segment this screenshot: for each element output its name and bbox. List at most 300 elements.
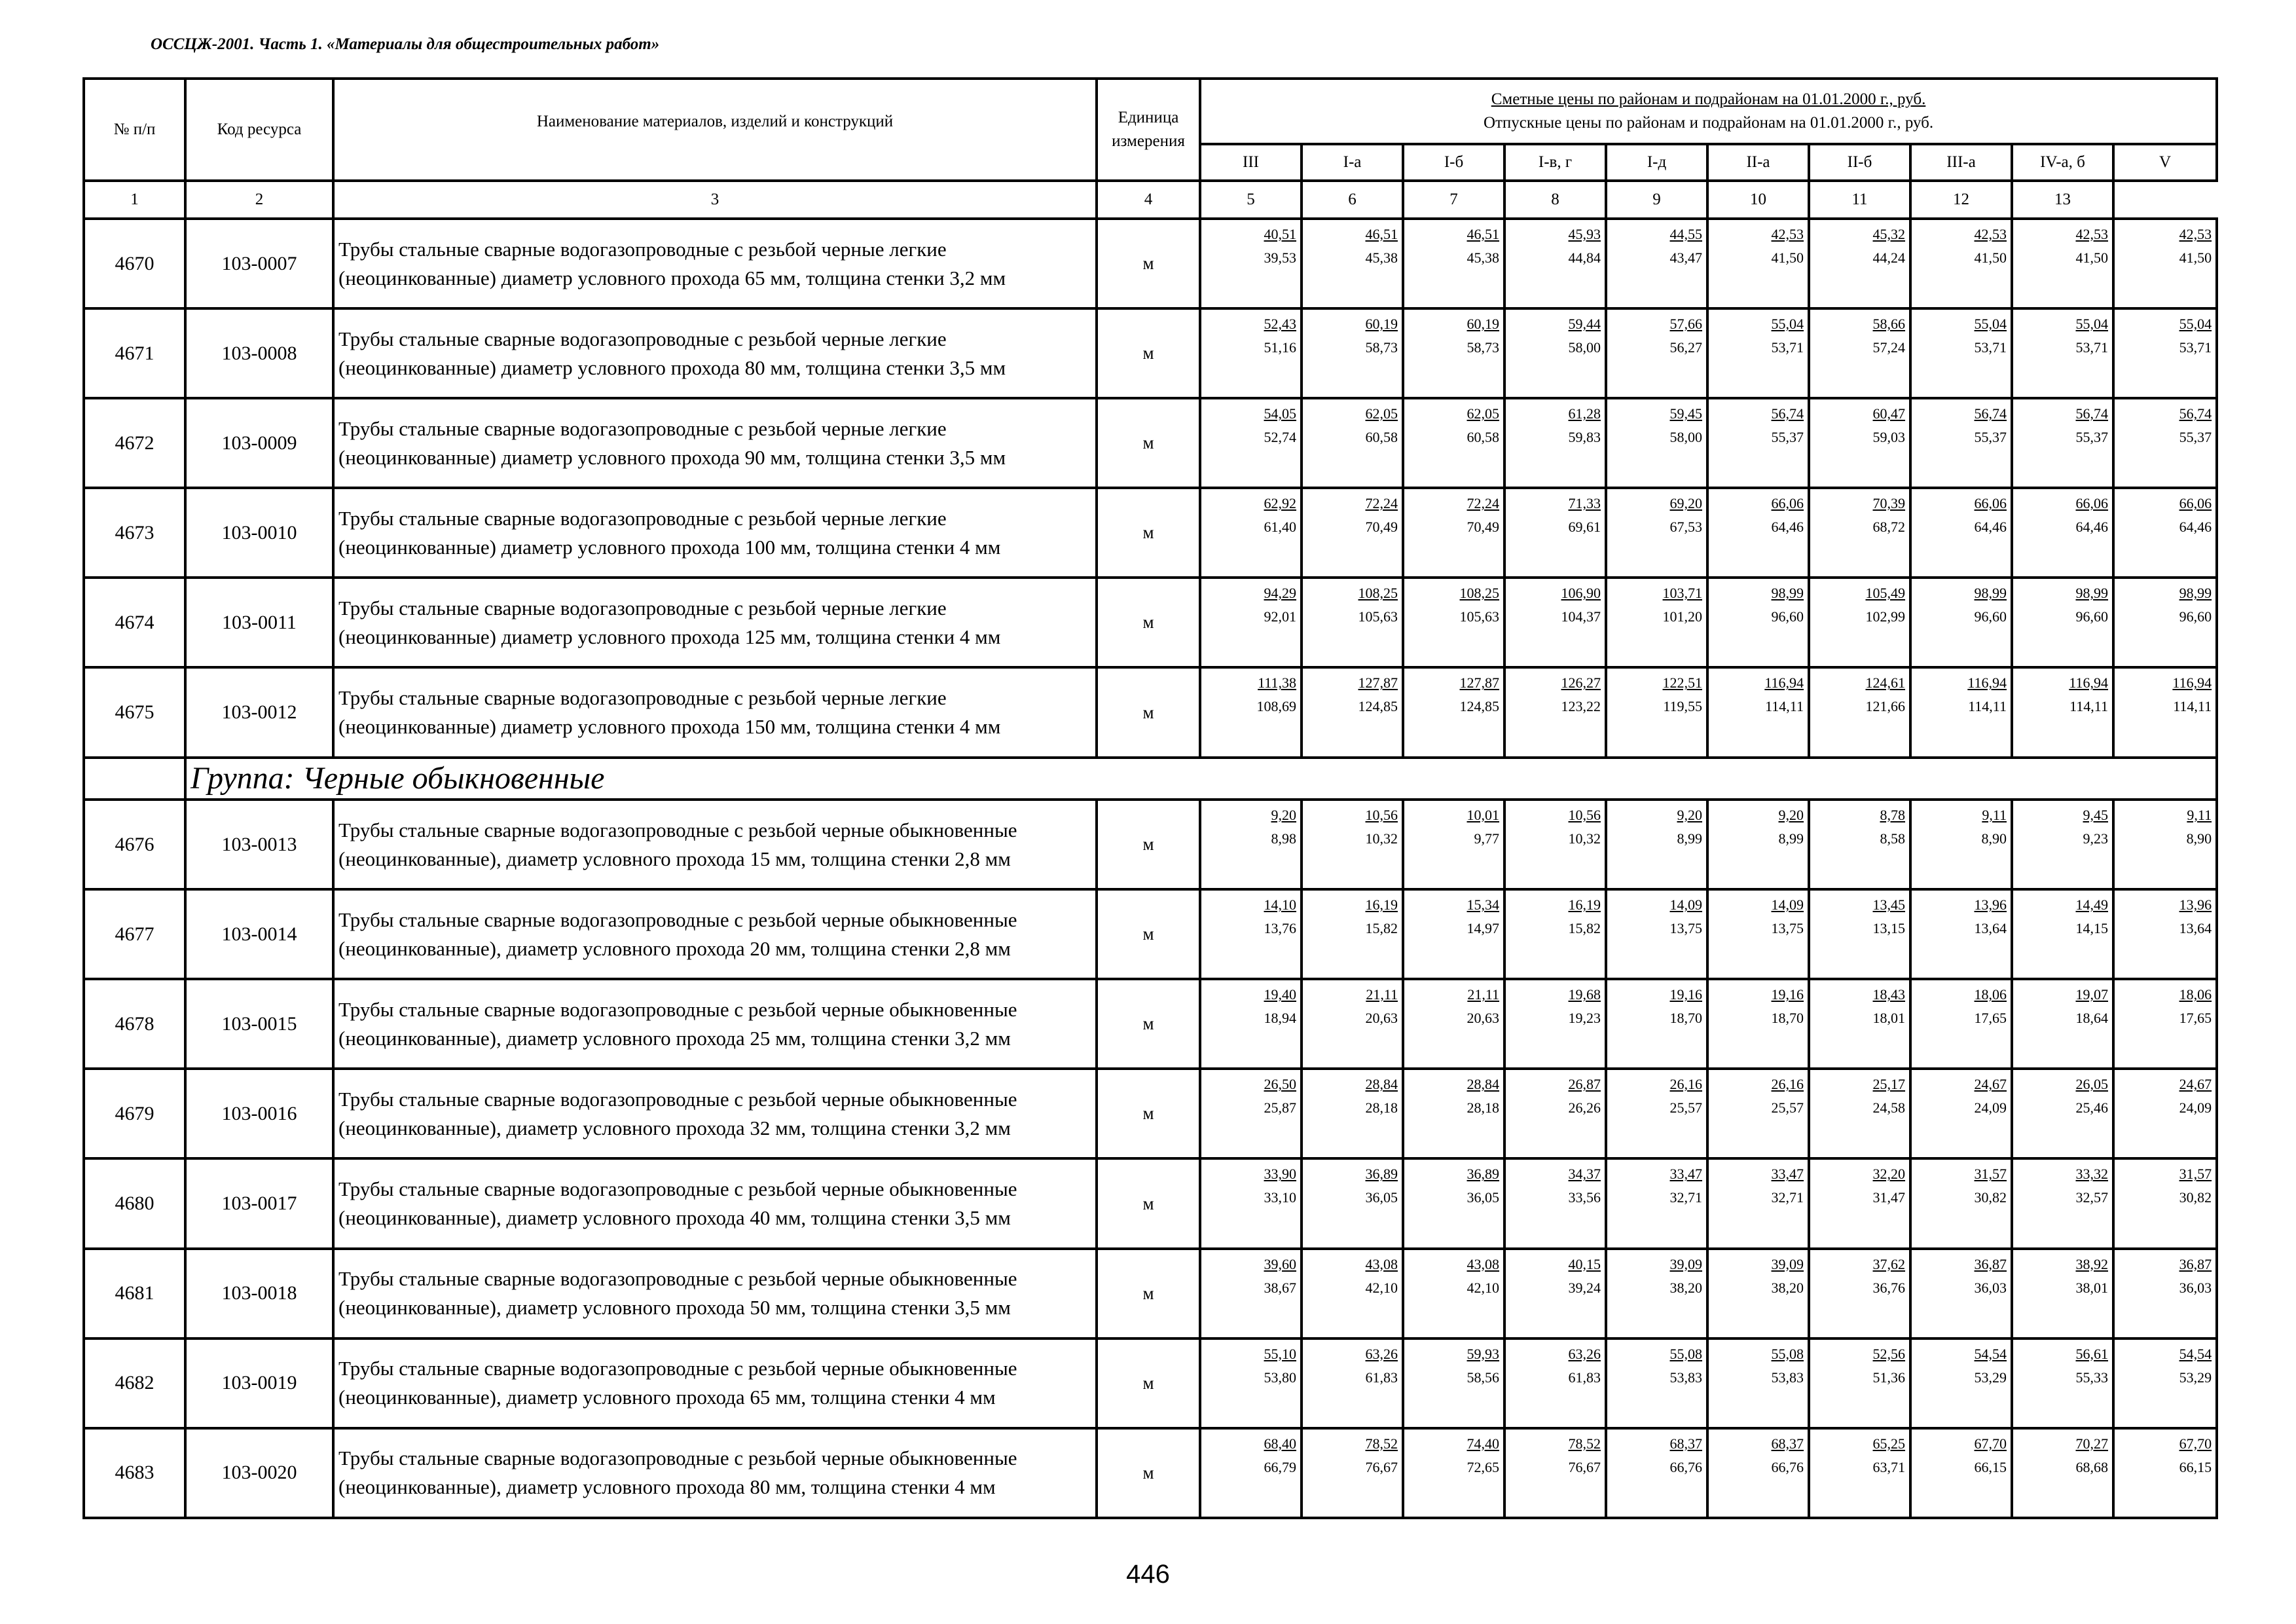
estimate-price: 71,33 [1568, 495, 1601, 512]
estimate-price: 26,16 [1669, 1076, 1702, 1093]
release-price: 66,76 [1771, 1458, 1804, 1475]
price-cell [1809, 308, 1910, 398]
region-header: III-а [1910, 144, 2012, 181]
price-cell [1302, 1249, 1403, 1338]
table-row [84, 1069, 2217, 1158]
table-row [84, 1338, 2217, 1428]
price-cell [2012, 889, 2113, 979]
price-cell [2012, 578, 2113, 667]
estimate-price: 56,74 [1974, 405, 2007, 422]
release-price: 28,18 [1365, 1099, 1398, 1116]
price-cell [1606, 800, 1707, 889]
release-price: 72,65 [1467, 1458, 1499, 1475]
estimate-price: 58,66 [1872, 316, 1905, 333]
estimate-price: 126,27 [1561, 674, 1601, 692]
estimate-price: 59,93 [1467, 1345, 1499, 1362]
estimate-price: 33,90 [1264, 1166, 1296, 1183]
price-cell [1809, 1249, 1910, 1338]
resource-code: 103-0009 [185, 398, 333, 488]
estimate-price: 60,47 [1872, 405, 1905, 422]
release-price: 56,27 [1669, 339, 1702, 356]
release-price: 18,01 [1872, 1010, 1905, 1027]
price-cell [1200, 308, 1302, 398]
price-cell [2012, 1338, 2113, 1428]
price-cell [1809, 1338, 1910, 1428]
release-price: 38,20 [1669, 1279, 1702, 1296]
release-price: 66,76 [1669, 1458, 1702, 1475]
estimate-price: 72,24 [1467, 495, 1499, 512]
table-row [84, 889, 2217, 979]
release-price: 8,98 [1271, 830, 1296, 847]
row-number: 4680 [84, 1158, 185, 1248]
estimate-price: 56,74 [2075, 405, 2108, 422]
column-number: 11 [1809, 181, 1910, 219]
resource-code: 103-0010 [185, 488, 333, 578]
price-cell [1403, 578, 1504, 667]
column-number: 13 [2012, 181, 2113, 219]
estimate-price: 9,11 [1982, 807, 2007, 824]
estimate-price: 46,51 [1365, 226, 1398, 242]
release-price: 25,46 [2075, 1099, 2108, 1116]
column-number: 5 [1200, 181, 1302, 219]
estimate-price: 36,89 [1467, 1166, 1499, 1183]
price-cell [1606, 488, 1707, 578]
row-number: 4678 [84, 979, 185, 1069]
material-name-line: Трубы стальные сварные водогазопроводные с резьбой черные обыкновенные [338, 1177, 1017, 1200]
estimate-price: 31,57 [1974, 1166, 2007, 1183]
price-cell [1403, 1338, 1504, 1428]
release-price: 8,99 [1677, 830, 1702, 847]
estimate-price: 28,84 [1467, 1076, 1499, 1093]
release-price: 124,85 [1459, 698, 1499, 715]
release-price: 102,99 [1865, 608, 1905, 625]
resource-code: 103-0018 [185, 1249, 333, 1338]
material-name-line: Трубы стальные сварные водогазопроводные с резьбой черные легкие [338, 506, 947, 530]
estimate-price: 116,94 [1764, 674, 1804, 692]
material-name-line: Трубы стальные сварные водогазопроводные с резьбой черные легкие [338, 686, 947, 710]
material-name [333, 1428, 1097, 1518]
table-body [84, 219, 2217, 1518]
table-row [84, 308, 2217, 398]
release-price: 32,57 [2075, 1189, 2108, 1206]
estimate-price: 42,53 [2179, 226, 2212, 242]
price-cell [1707, 308, 1809, 398]
estimate-price: 65,25 [1872, 1435, 1905, 1452]
resource-code: 103-0020 [185, 1428, 333, 1518]
release-price: 69,61 [1568, 519, 1601, 536]
column-number: 10 [1707, 181, 1809, 219]
estimate-price: 19,16 [1669, 986, 1702, 1003]
material-name-line: (неоцинкованные), диаметр условного прохода 65 мм, толщина стенки 4 мм [338, 1386, 996, 1409]
estimate-price: 116,94 [1967, 674, 2007, 692]
material-name-line: Трубы стальные сварные водогазопроводные с резьбой черные легкие [338, 327, 947, 350]
release-price: 114,11 [2173, 698, 2212, 715]
estimate-price: 14,49 [2075, 896, 2108, 913]
estimate-price: 66,06 [2075, 495, 2108, 512]
price-cell [1910, 1249, 2012, 1338]
price-cell [2012, 398, 2113, 488]
price-cell [1200, 578, 1302, 667]
price-cell [1403, 1069, 1504, 1158]
row-number: 4671 [84, 308, 185, 398]
estimate-price: 54,54 [1974, 1345, 2007, 1362]
estimate-price: 70,27 [2075, 1435, 2108, 1452]
estimate-price: 94,29 [1264, 585, 1296, 602]
row-number: 4674 [84, 578, 185, 667]
material-name [333, 219, 1097, 308]
release-price: 64,46 [2179, 519, 2212, 536]
release-price: 42,10 [1365, 1279, 1398, 1296]
release-price: 36,03 [1974, 1279, 2007, 1296]
resource-code: 103-0011 [185, 578, 333, 667]
release-price: 53,83 [1771, 1369, 1804, 1386]
estimate-price: 61,28 [1568, 405, 1601, 422]
price-cell [1910, 1158, 2012, 1248]
row-number: 4682 [84, 1338, 185, 1428]
estimate-price: 57,66 [1669, 316, 1702, 333]
release-price: 25,57 [1771, 1099, 1804, 1116]
price-cell [1809, 1428, 1910, 1518]
material-name-line: (неоцинкованные), диаметр условного прохода 15 мм, толщина стенки 2,8 мм [338, 847, 1011, 870]
material-name [333, 1158, 1097, 1248]
estimate-price: 33,47 [1669, 1166, 1702, 1183]
price-cell [1707, 488, 1809, 578]
price-cell [2113, 979, 2217, 1069]
price-cell [2113, 398, 2217, 488]
price-cell [2113, 1069, 2217, 1158]
price-cell [1302, 889, 1403, 979]
estimate-price: 127,87 [1459, 674, 1499, 692]
price-cell [1504, 1158, 1606, 1248]
release-price: 76,67 [1365, 1458, 1398, 1475]
estimate-price: 45,93 [1568, 226, 1601, 242]
estimate-price: 26,05 [2075, 1076, 2108, 1093]
estimate-price: 56,74 [1771, 405, 1804, 422]
header-num: № п/п [84, 79, 185, 181]
estimate-price: 62,92 [1264, 495, 1296, 512]
page-number: 446 [1126, 1560, 1170, 1589]
release-price: 45,38 [1467, 249, 1499, 266]
price-cell [1403, 800, 1504, 889]
estimate-price: 39,09 [1771, 1255, 1804, 1272]
estimate-price: 26,16 [1771, 1076, 1804, 1093]
material-name-line: Трубы стальные сварные водогазопроводные с резьбой черные обыкновенные [338, 1087, 1017, 1111]
price-cell [1606, 1249, 1707, 1338]
table-row [84, 219, 2217, 308]
estimate-price: 21,11 [1366, 986, 1398, 1003]
estimate-price: 45,32 [1872, 226, 1905, 242]
estimate-price: 59,44 [1568, 316, 1601, 333]
price-cell [2012, 1069, 2113, 1158]
estimate-price: 74,40 [1467, 1435, 1499, 1452]
price-cell [1809, 219, 1910, 308]
price-cell [2113, 488, 2217, 578]
release-price: 42,10 [1467, 1279, 1499, 1296]
release-price: 41,50 [1771, 249, 1804, 266]
price-cell [2113, 1249, 2217, 1338]
table-header [84, 79, 2217, 219]
estimate-price: 66,06 [2179, 495, 2212, 512]
price-cell [1707, 1069, 1809, 1158]
estimate-price: 9,20 [1778, 807, 1804, 824]
estimate-price: 36,89 [1365, 1166, 1398, 1183]
resource-code: 103-0016 [185, 1069, 333, 1158]
price-cell [1606, 308, 1707, 398]
header-prices [1200, 79, 2217, 144]
release-price: 53,71 [2075, 339, 2108, 356]
release-price: 8,90 [1981, 830, 2007, 847]
estimate-price: 19,07 [2075, 986, 2108, 1003]
table-row [84, 979, 2217, 1069]
release-price: 123,22 [1561, 698, 1601, 715]
estimate-price: 116,94 [2172, 674, 2212, 692]
estimate-price: 33,32 [2075, 1166, 2108, 1183]
price-cell [2012, 1158, 2113, 1248]
price-cell [1302, 398, 1403, 488]
release-price: 17,65 [1974, 1010, 2007, 1027]
estimate-price: 55,04 [2179, 316, 2212, 333]
release-price: 10,32 [1568, 830, 1601, 847]
material-name [333, 398, 1097, 488]
release-price: 30,82 [1974, 1189, 2007, 1206]
estimate-price: 13,96 [1974, 896, 2007, 913]
price-cell [1504, 488, 1606, 578]
estimate-price: 42,53 [1974, 226, 2007, 242]
estimate-price: 63,26 [1365, 1345, 1398, 1362]
estimate-price: 18,06 [2179, 986, 2212, 1003]
material-name [333, 889, 1097, 979]
estimate-price: 56,61 [2075, 1345, 2108, 1362]
material-name [333, 578, 1097, 667]
material-name [333, 488, 1097, 578]
release-price: 58,73 [1365, 339, 1398, 356]
estimate-price: 56,74 [2179, 405, 2212, 422]
unit-of-measure: м [1097, 219, 1200, 308]
price-cell [1200, 979, 1302, 1069]
release-price: 55,37 [1771, 429, 1804, 446]
header-prices-release: Отпускные цены по районам и подрайонам на 01.01.2000 г., руб. [1483, 114, 1934, 132]
release-price: 55,37 [2179, 429, 2212, 446]
estimate-price: 37,62 [1872, 1255, 1905, 1272]
price-cell [1809, 667, 1910, 757]
release-price: 114,11 [2069, 698, 2108, 715]
estimate-price: 68,37 [1669, 1435, 1702, 1452]
material-name-line: (неоцинкованные) диаметр условного прохода 125 мм, толщина стенки 4 мм [338, 625, 1001, 648]
release-price: 59,03 [1872, 429, 1905, 446]
price-cell [1707, 667, 1809, 757]
material-name-line: (неоцинкованные), диаметр условного прохода 25 мм, толщина стенки 3,2 мм [338, 1026, 1011, 1050]
material-name-line: Трубы стальные сварные водогазопроводные с резьбой черные обыкновенные [338, 908, 1017, 931]
unit-of-measure: м [1097, 979, 1200, 1069]
price-cell [1910, 1069, 2012, 1158]
price-cell [2012, 1428, 2113, 1518]
header-prices-estimate: Сметные цены по районам и подрайонам на 01.01.2000 г., руб. [1491, 90, 1926, 108]
price-cell [1910, 800, 2012, 889]
column-number: 12 [1910, 181, 2012, 219]
release-price: 18,70 [1669, 1010, 1702, 1027]
price-cell [1504, 667, 1606, 757]
release-price: 33,56 [1568, 1189, 1601, 1206]
release-price: 36,76 [1872, 1279, 1905, 1296]
release-price: 68,68 [2075, 1458, 2108, 1475]
release-price: 60,58 [1365, 429, 1398, 446]
release-price: 24,09 [2179, 1099, 2212, 1116]
estimate-price: 26,87 [1568, 1076, 1601, 1093]
estimate-price: 52,56 [1872, 1345, 1905, 1362]
release-price: 66,15 [2179, 1458, 2212, 1475]
header-unit: Единица измерения [1097, 79, 1200, 181]
material-name [333, 308, 1097, 398]
price-cell [2113, 1338, 2217, 1428]
column-number: 7 [1403, 181, 1504, 219]
price-cell [1504, 1069, 1606, 1158]
release-price: 26,26 [1568, 1099, 1601, 1116]
estimate-price: 105,49 [1865, 585, 1905, 602]
estimate-price: 55,04 [1974, 316, 2007, 333]
release-price: 53,29 [2179, 1369, 2212, 1386]
price-cell [1302, 979, 1403, 1069]
price-cell [1707, 889, 1809, 979]
price-cell [2012, 1249, 2113, 1338]
estimate-price: 98,99 [2075, 585, 2108, 602]
release-price: 32,71 [1669, 1189, 1702, 1206]
table-row [84, 578, 2217, 667]
region-header: I-б [1403, 144, 1504, 181]
estimate-price: 18,43 [1872, 986, 1905, 1003]
material-name-line: Трубы стальные сварные водогазопроводные с резьбой черные легкие [338, 237, 947, 261]
material-name-line: (неоцинкованные), диаметр условного прохода 80 мм, толщина стенки 4 мм [338, 1475, 996, 1499]
region-header: III [1200, 144, 1302, 181]
estimate-price: 60,19 [1365, 316, 1398, 333]
estimate-price: 78,52 [1365, 1435, 1398, 1452]
estimate-price: 69,20 [1669, 495, 1702, 512]
estimate-price: 59,45 [1669, 405, 1702, 422]
material-name [333, 1338, 1097, 1428]
release-price: 36,05 [1467, 1189, 1499, 1206]
estimate-price: 55,04 [1771, 316, 1804, 333]
release-price: 64,46 [1974, 519, 2007, 536]
unit-of-measure: м [1097, 800, 1200, 889]
release-price: 14,97 [1467, 920, 1499, 937]
price-cell [1910, 1428, 2012, 1518]
release-price: 63,71 [1872, 1458, 1905, 1475]
release-price: 114,11 [1968, 698, 2007, 715]
material-name-line: Трубы стальные сварные водогазопроводные с резьбой черные обыкновенные [338, 1267, 1017, 1291]
row-number: 4677 [84, 889, 185, 979]
estimate-price: 9,20 [1271, 807, 1296, 824]
release-price: 96,60 [1771, 608, 1804, 625]
release-price: 24,58 [1872, 1099, 1905, 1116]
estimate-price: 72,24 [1365, 495, 1398, 512]
price-cell [1606, 667, 1707, 757]
estimate-price: 39,09 [1669, 1255, 1702, 1272]
column-number: 2 [185, 181, 333, 219]
region-header: I-а [1302, 144, 1403, 181]
header-code: Код ресурса [185, 79, 333, 181]
price-cell [1403, 219, 1504, 308]
material-name-line: (неоцинкованные), диаметр условного прохода 32 мм, толщина стенки 3,2 мм [338, 1116, 1011, 1139]
estimate-price: 26,50 [1264, 1076, 1296, 1093]
price-cell [1910, 219, 2012, 308]
price-cell [2113, 308, 2217, 398]
release-price: 70,49 [1467, 519, 1499, 536]
row-number: 4683 [84, 1428, 185, 1518]
estimate-price: 33,47 [1771, 1166, 1804, 1183]
estimate-price: 43,08 [1467, 1255, 1499, 1272]
price-cell [1910, 889, 2012, 979]
price-cell [2012, 667, 2113, 757]
release-price: 68,72 [1872, 519, 1905, 536]
estimate-price: 34,37 [1568, 1166, 1601, 1183]
estimate-price: 55,08 [1669, 1345, 1702, 1362]
estimate-price: 66,06 [1974, 495, 2007, 512]
document-header-title: ОССЦЖ-2001. Часть 1. «Материалы для общестроительных работ» [151, 35, 660, 53]
estimate-price: 8,78 [1880, 807, 1905, 824]
region-header: V [2113, 144, 2217, 181]
release-price: 36,05 [1365, 1189, 1398, 1206]
price-cell [1606, 889, 1707, 979]
price-cell [1504, 1249, 1606, 1338]
price-cell [1302, 488, 1403, 578]
release-price: 121,66 [1865, 698, 1905, 715]
release-price: 119,55 [1663, 698, 1702, 715]
release-price: 64,46 [1771, 519, 1804, 536]
row-number: 4679 [84, 1069, 185, 1158]
price-cell [2113, 800, 2217, 889]
estimate-price: 9,11 [2187, 807, 2212, 824]
release-price: 13,64 [2179, 920, 2212, 937]
estimate-price: 19,40 [1264, 986, 1296, 1003]
price-cell [1606, 1428, 1707, 1518]
price-cell [1302, 1338, 1403, 1428]
material-name-line: (неоцинкованные) диаметр условного прохода 65 мм, толщина стенки 3,2 мм [338, 266, 1006, 289]
release-price: 76,67 [1568, 1458, 1601, 1475]
estimate-price: 98,99 [1771, 585, 1804, 602]
estimate-price: 10,56 [1365, 807, 1398, 824]
release-price: 13,76 [1264, 920, 1296, 937]
release-price: 66,15 [1974, 1458, 2007, 1475]
price-cell [2113, 219, 2217, 308]
estimate-price: 39,60 [1264, 1255, 1296, 1272]
estimate-price: 31,57 [2179, 1166, 2212, 1183]
estimate-price: 14,09 [1669, 896, 1702, 913]
resource-code: 103-0019 [185, 1338, 333, 1428]
material-name-line: (неоцинкованные) диаметр условного прохода 90 мм, толщина стенки 3,5 мм [338, 445, 1006, 469]
price-cell [1200, 800, 1302, 889]
price-cell [1910, 578, 2012, 667]
table-row [84, 398, 2217, 488]
table-row [84, 1158, 2217, 1248]
release-price: 105,63 [1358, 608, 1398, 625]
price-cell [1910, 1338, 2012, 1428]
row-number: 4673 [84, 488, 185, 578]
release-price: 10,32 [1365, 830, 1398, 847]
release-price: 58,00 [1669, 429, 1702, 446]
material-name [333, 979, 1097, 1069]
estimate-price: 124,61 [1865, 674, 1905, 692]
price-cell [1200, 889, 1302, 979]
price-cell [1606, 979, 1707, 1069]
unit-of-measure: м [1097, 1158, 1200, 1248]
release-price: 44,84 [1568, 249, 1601, 266]
release-price: 33,10 [1264, 1189, 1296, 1206]
price-cell [2012, 800, 2113, 889]
price-cell [2113, 1428, 2217, 1518]
price-cell [1302, 1428, 1403, 1518]
price-cell [1200, 219, 1302, 308]
unit-of-measure: м [1097, 667, 1200, 757]
price-cell [2012, 979, 2113, 1069]
